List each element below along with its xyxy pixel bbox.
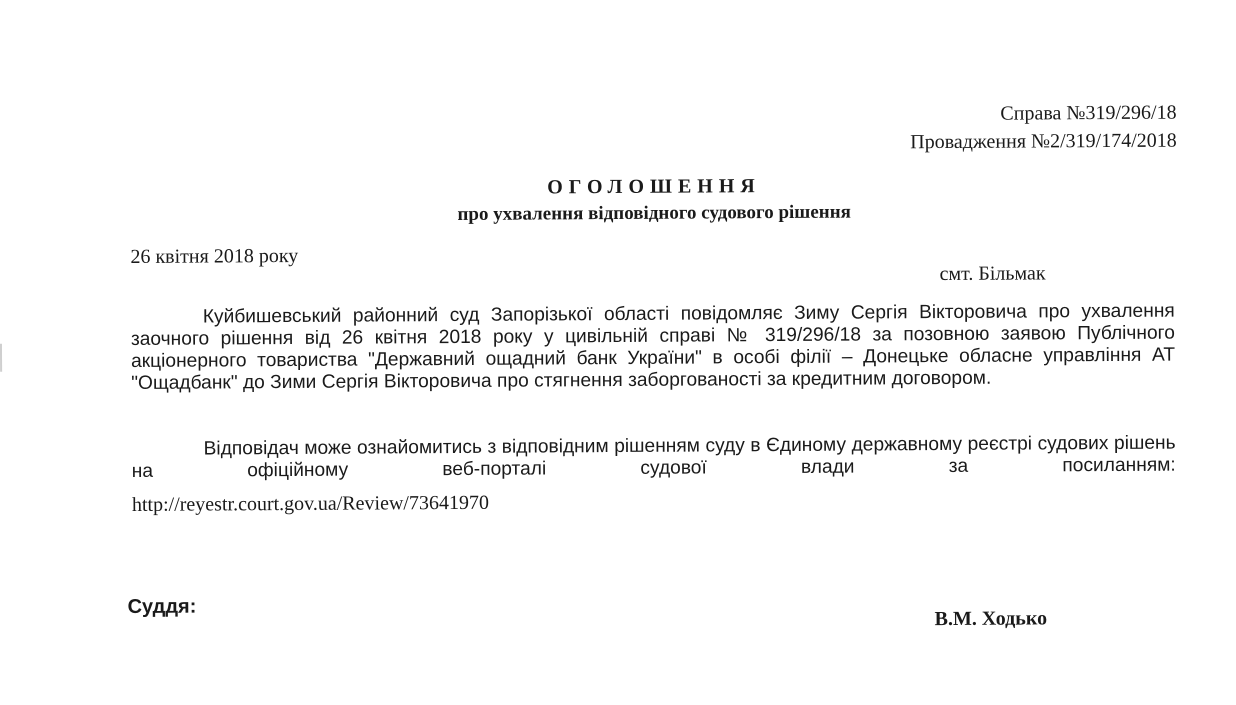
- decision-link[interactable]: http://reyestr.court.gov.ua/Review/73641970: [131, 491, 489, 516]
- announcement-subtitle: про ухвалення відповідного судового рішення: [457, 201, 851, 225]
- announcement-place: смт. Більмак: [939, 262, 1046, 286]
- announcement-title: ОГОЛОШЕННЯ: [547, 175, 761, 199]
- judge-label: Суддя:: [127, 595, 197, 619]
- proceeding-number: Провадження №2/319/174/2018: [910, 129, 1177, 154]
- body-paragraph-1: Куйбишевський районний суд Запорізької області повідомляє Зиму Сергія Вікторовича про ухвалення заочного рішення від 26 квітня 2018 року у цивільній справі № 319/296/18 за позовною заявою Публічного акціонерного товариства "Державний ощадний банк України" в особі філії – Донецьке обласне управління АТ "Ощадбанк" до Зими Сергія Вікторовича про стягнення заборгованості за кредитним договором.: [130, 300, 1176, 394]
- body-paragraph-2: Відповідач може ознайомитись з відповідним рішенням суду в Єдиному державному реєстрі судових рішень на офіційному веб-порталі судової влади за посиланням:: [131, 432, 1176, 482]
- judge-name: В.М. Ходько: [934, 607, 1048, 631]
- case-number: Справа №319/296/18: [1000, 101, 1177, 125]
- scan-margin-mark: [0, 344, 2, 372]
- announcement-date: 26 квітня 2018 року: [130, 244, 299, 268]
